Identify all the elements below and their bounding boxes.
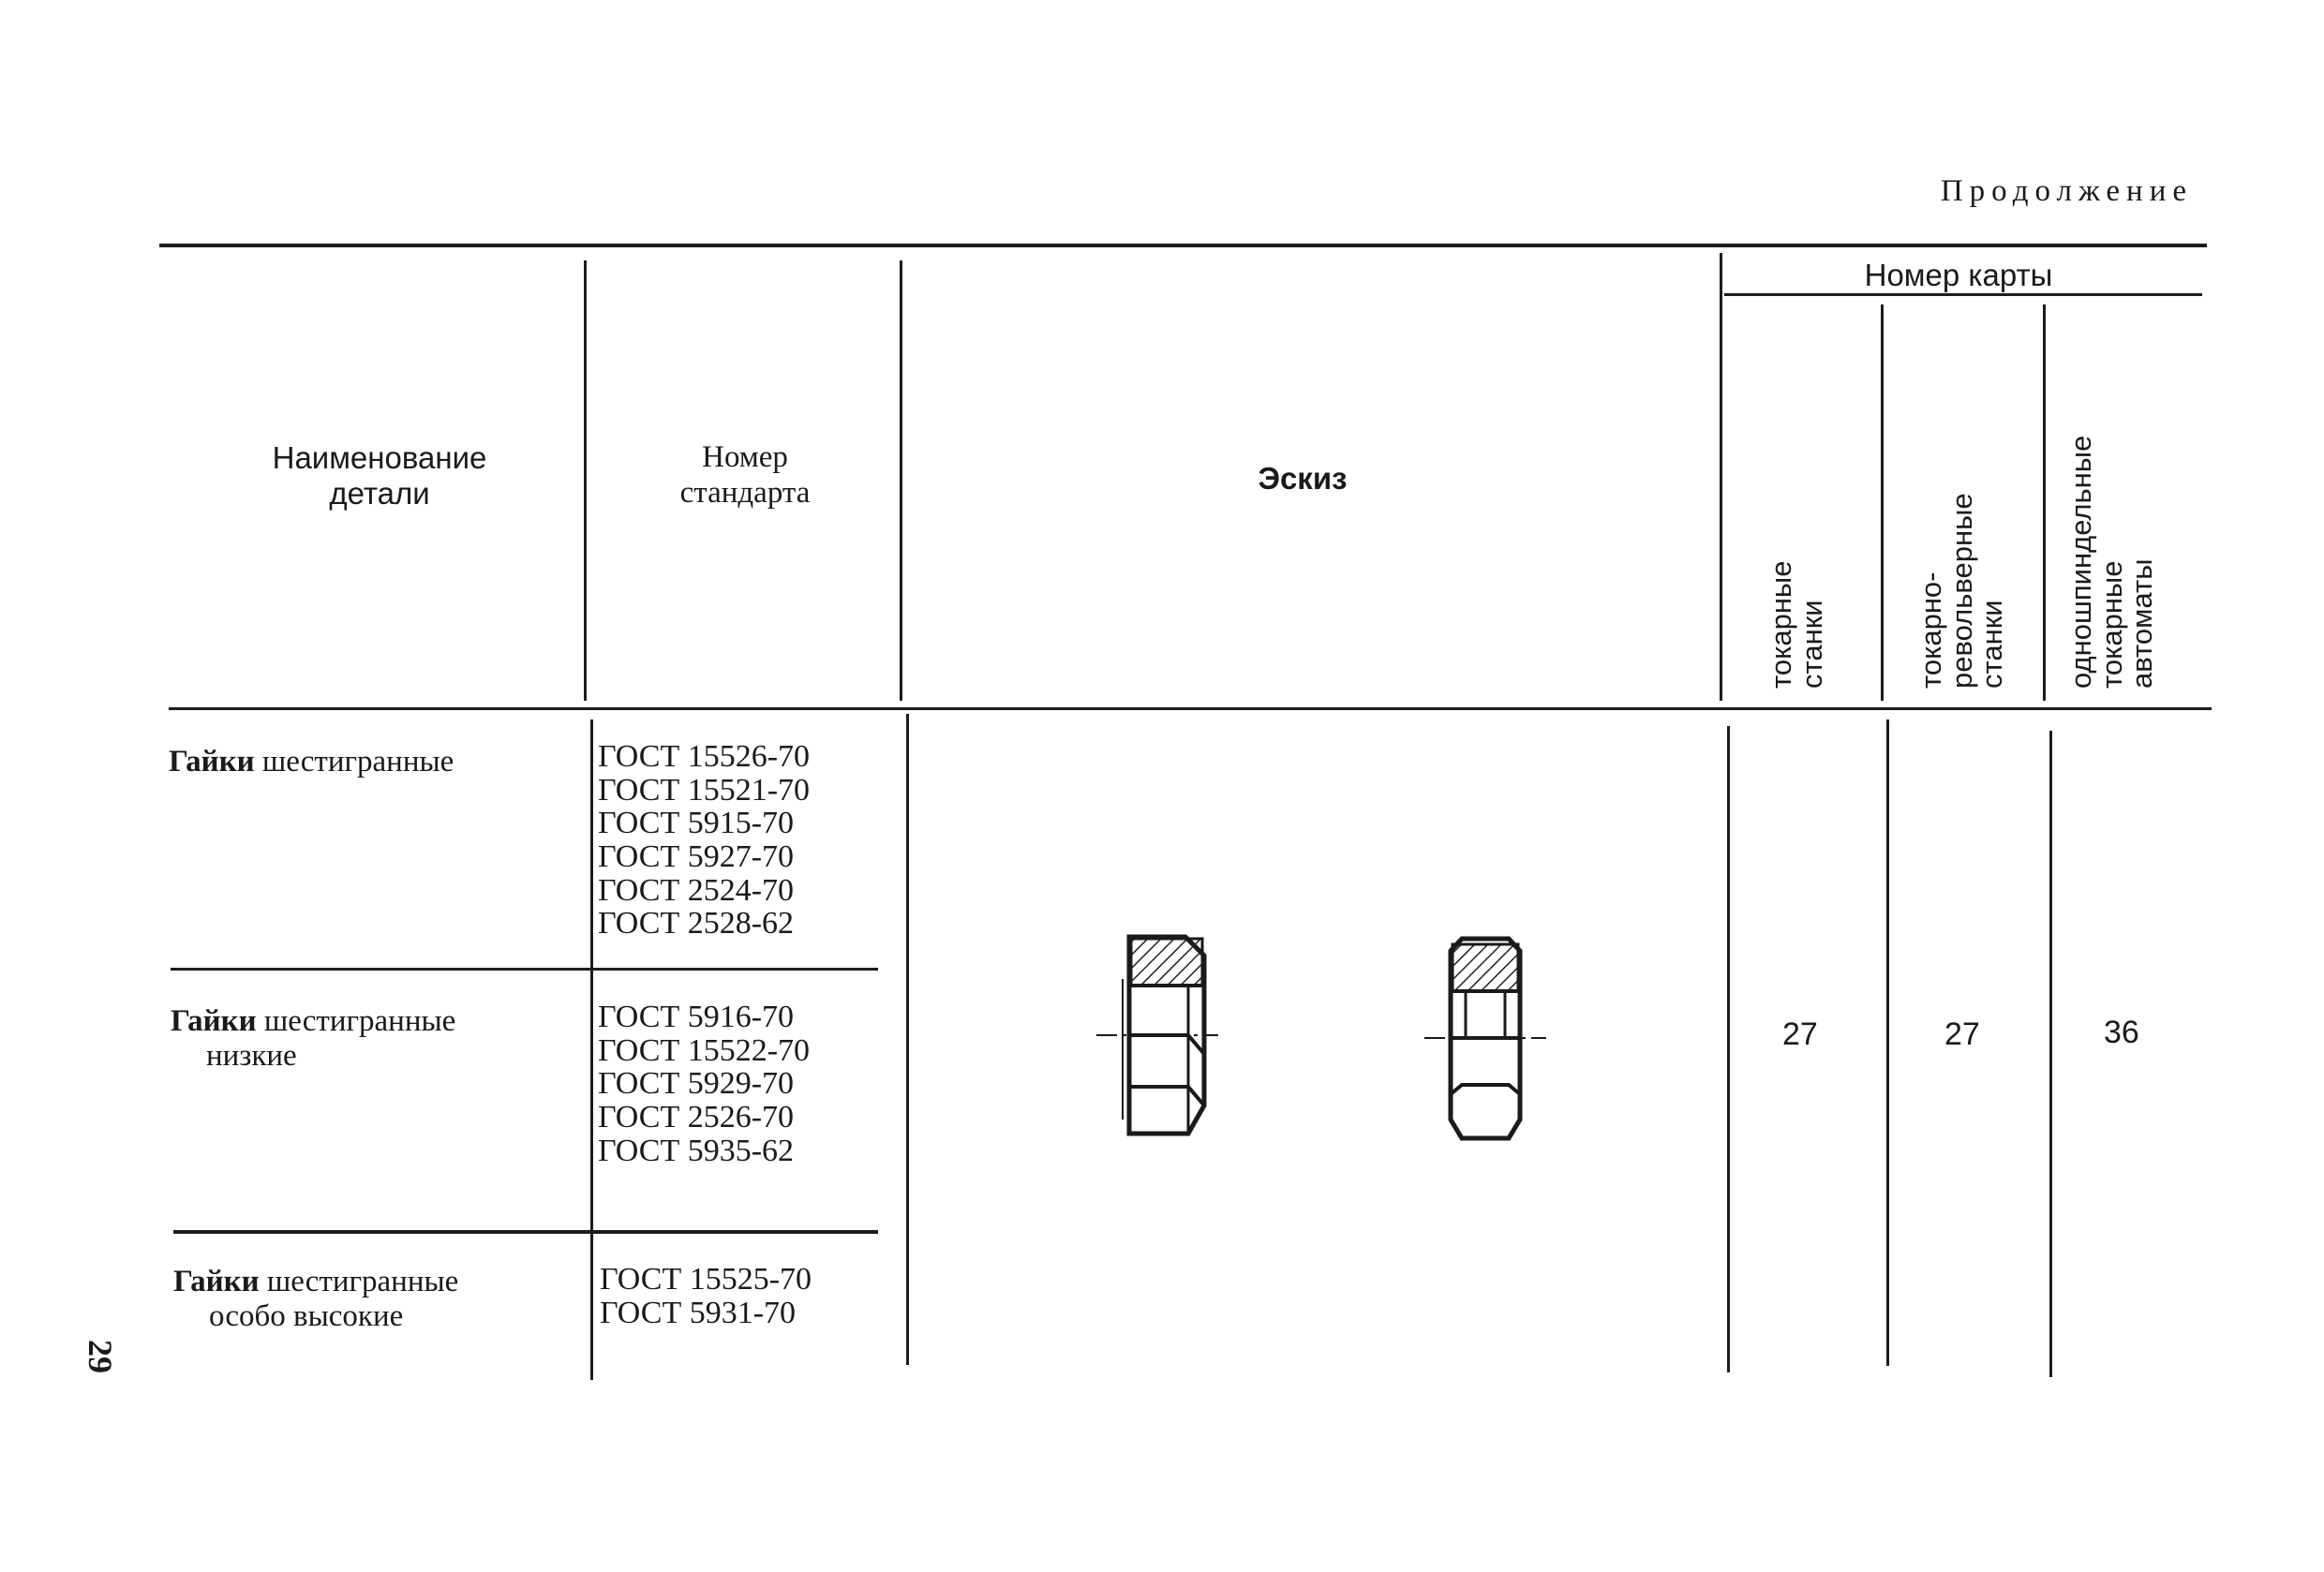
row3-name-bold: Гайки (173, 1265, 260, 1298)
col-divider-sketch (1720, 253, 1722, 701)
subheader-single-spindle-automats: одношпиндельные токарные автоматы (2064, 435, 2159, 689)
header-part-name: Наименование детали (272, 440, 487, 511)
body-divider-name (590, 719, 593, 1380)
row3-standards: ГОСТ 15525-70 ГОСТ 5931-70 (600, 1262, 812, 1330)
col-divider-sub1 (1881, 304, 1884, 701)
body-divider-sub1 (1886, 719, 1889, 1366)
row3-part-name (173, 1265, 458, 1334)
col-divider-standard (900, 260, 902, 701)
body-divider-sub2 (2049, 731, 2052, 1377)
row1-standards: ГОСТ 15526-70 ГОСТ 15521-70 ГОСТ 5915-70 ГОСТ 5927-70 ГОСТ 2524-70 ГОСТ 2528-62 (598, 739, 811, 942)
card-number-lathes: 27 (1782, 1016, 1818, 1052)
row1-name-rest: шестигранные (254, 745, 454, 779)
row2-separator (173, 1230, 878, 1234)
table-top-rule (159, 244, 2207, 247)
page-number: 29 (82, 1340, 119, 1373)
body-divider-sketch (1727, 726, 1730, 1372)
col-divider-name (584, 260, 587, 701)
header-card-number: Номер карты (1864, 258, 2053, 292)
nut-front-section-sketch-icon (1424, 927, 1546, 1143)
body-divider-standard (906, 714, 909, 1365)
header-standard-number: Номер стандарта (679, 440, 811, 510)
row1-part-name (169, 745, 454, 779)
row2-name-bold: Гайки (171, 1004, 257, 1038)
nut-side-view-sketch-icon (1096, 923, 1228, 1138)
subheader-lathes: токарные станки (1765, 560, 1828, 689)
header-bottom-rule (169, 707, 2212, 710)
row2-standards: ГОСТ 5916-70 ГОСТ 15522-70 ГОСТ 5929-70 ГОСТ 2526-70 ГОСТ 5935-62 (598, 1000, 811, 1168)
card-number-automats: 36 (2104, 1015, 2139, 1050)
row1-name-bold: Гайки (169, 745, 255, 779)
continuation-label: Продолжение (1940, 174, 2193, 208)
row1-separator (171, 968, 878, 971)
row2-name-rest: шестигранные (256, 1004, 456, 1038)
row2-name-line2: низкие (206, 1038, 297, 1073)
card-number-underline (1724, 293, 2202, 296)
card-number-turret: 27 (1944, 1016, 1980, 1052)
row3-name-rest: шестигранные (259, 1265, 459, 1298)
header-sketch: Эскиз (1258, 461, 1348, 496)
row3-name-line2: особо высокие (209, 1298, 404, 1333)
subheader-turret-lathes: токарно- револьверные станки (1914, 493, 2009, 689)
col-divider-sub2 (2043, 304, 2046, 701)
row2-part-name (171, 1004, 455, 1074)
